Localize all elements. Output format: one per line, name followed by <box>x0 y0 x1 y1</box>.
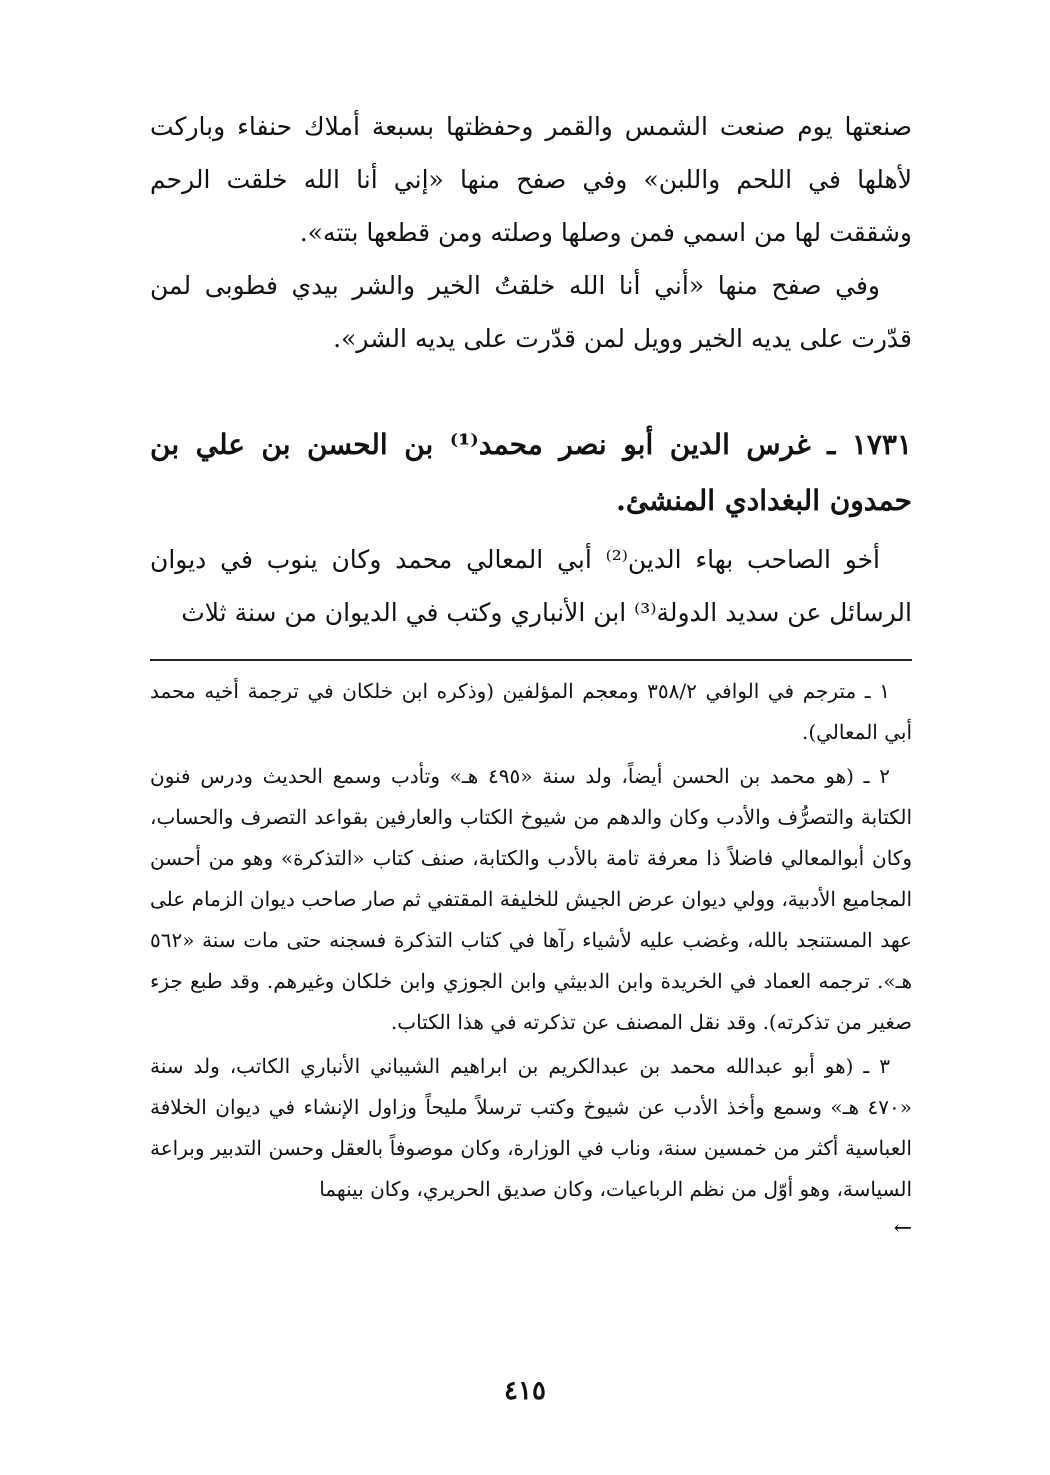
page-number: ٤١٥ <box>504 1376 546 1406</box>
footnote-3: ٣ ـ (هو أبو عبدالله محمد بن عبدالكريم بن ابراهيم الشيباني الأنباري الكاتب، ولد سنة «٤٧٠ هـ» وسمع وأخذ الأدب عن شيوخ وكتب ترسلاً مليحاً وزاول الإنشاء في ديوان الخلافة العباسية أكثر من خمسين سنة، وناب في الوزارة، وكان موصوفاً بالعقل وحسن التدبير وبراعة السياسة، وهو أوّل من نظم الرباعيات، وكان صديق الحريري، وكان بينهما <box>150 1054 912 1201</box>
entry-heading: ١٧٣١ ـ غرس الدين أبو نصر محمد⁽¹⁾ بن الحسن بن علي بن حمدون البغدادي المنشئ. <box>150 428 912 517</box>
spacer <box>150 365 912 417</box>
footnotes <box>150 671 912 1210</box>
footnote-1: ١ ـ مترجم في الوافي ٣٥٨/٢ ومعجم المؤلفين (وذكره ابن خلكان في ترجمة أخيه محمد أبي المعالي). <box>150 679 912 744</box>
continuation-arrow-icon: ← <box>893 1216 912 1241</box>
footnote-2: ٢ ـ (هو محمد بن الحسن أيضاً، ولد سنة «٤٩٥ هـ» وتأدب وسمع الحديث ودرس فنون الكتابة والتصرُّف والأدب وكان والدهم من شيوخ الكتاب والعارفين بقواعد التصرف والحساب، وكان أبوالمعالي فاضلاً ذا معرفة تامة بالأدب والكتابة، صنف كتاب «التذكرة» وهو من أحسن المجاميع الأدبية، وولي ديوان عرض الجيش للخليفة المقتفي ثم صار صاحب ديوان الزمام على عهد المستنجد بالله، وغضب عليه لأشياء رآها في كتاب التذكرة فسجنه حتى مات سنة «٥٦٢ هـ». ترجمه العماد في الخريدة وابن الدبيثي وابن الجوزي وابن خلكان وغيرهم. وقد طبع جزء صغير من تذكرته). وقد نقل المصنف عن تذكرته في هذا الكتاب. <box>150 764 912 1034</box>
page-content <box>150 100 912 1244</box>
entry-text: أخو الصاحب بهاء الدين⁽²⁾ أبي المعالي محمد وكان ينوب في ديوان الرسائل عن سديد الدولة⁽³⁾ ابن الأنباري وكتب في الديوان من سنة ثلاث <box>150 545 912 627</box>
footnote-divider <box>150 659 912 661</box>
body-paragraph-1: صنعتها يوم صنعت الشمس والقمر وحفظتها بسبعة أملاك حنفاء وباركت لأهلها في اللحم واللبن» وفي صفح منها «إني أنا الله خلقت الرحم وشققت لها من اسمي فمن وصلها وصلته ومن قطعها بتته». <box>150 112 912 247</box>
body-paragraph-2: وفي صفح منها «أني أنا الله خلقتُ الخير والشر بيدي فطوبى لمن قدّرت على يديه الخير وويل لمن قدّرت على يديه الشر». <box>150 271 912 353</box>
